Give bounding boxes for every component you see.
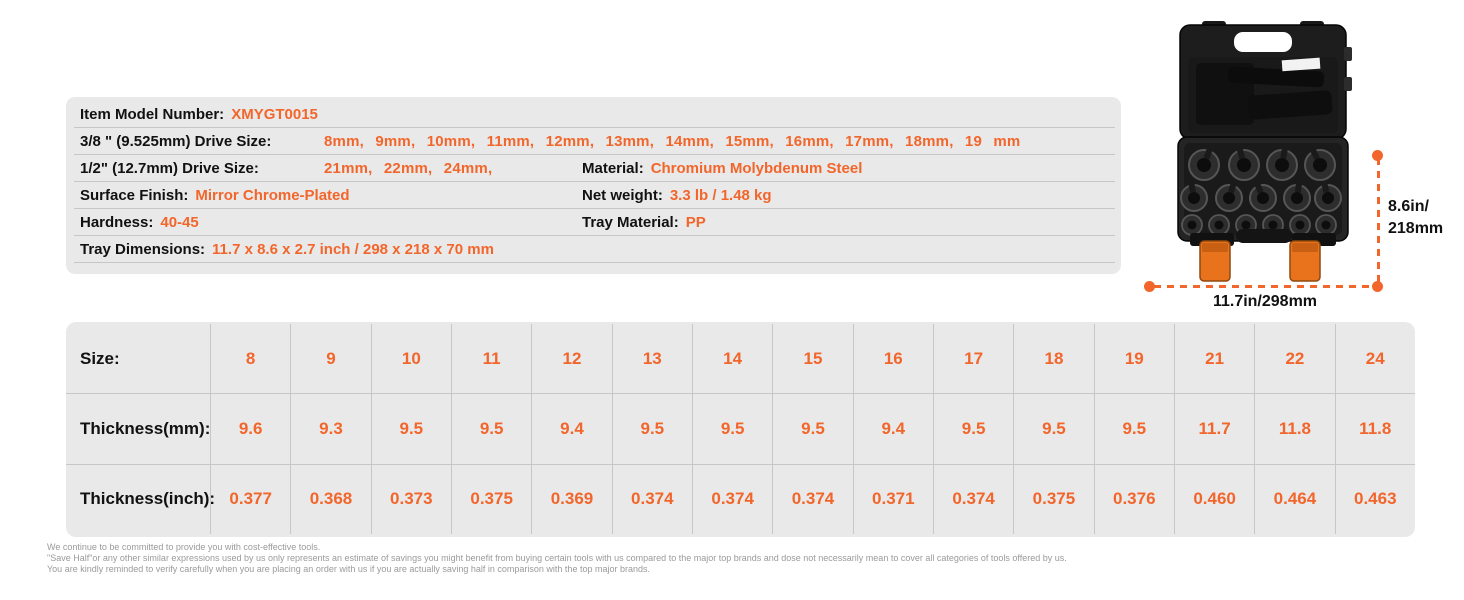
table-cell: 0.374 xyxy=(612,465,692,534)
table-row-thickness-mm xyxy=(66,393,1415,463)
spec-value: Chromium Molybdenum Steel xyxy=(650,159,863,177)
spec-value: 21mm, 22mm, 24mm, xyxy=(324,159,493,177)
spec-value: 8mm, 9mm, 10mm, 11mm, 12mm, 13mm, 14mm, 15mm, 16mm, 17mm, 18mm, 19 mm xyxy=(324,132,1021,150)
table-cell: 24 xyxy=(1335,324,1415,393)
table-cell: 15 xyxy=(772,324,852,393)
table-cell: 10 xyxy=(371,324,451,393)
table-cell: 19 xyxy=(1094,324,1174,393)
table-cell: 9.3 xyxy=(290,394,370,463)
spec-label: Surface Finish: xyxy=(80,186,189,204)
table-cell: 21 xyxy=(1174,324,1254,393)
table-cell: 9.4 xyxy=(531,394,611,463)
tool-case-image xyxy=(1132,5,1462,315)
table-cell: 9.4 xyxy=(853,394,933,463)
disclaimer-line: "Save Half"or any other similar expressions used by us only represents an estimate of savings you might benefit from buying certain tools with us compared to the major top brands and dose not necessarily mean to cover all categories of tools offered by us. xyxy=(47,553,1067,563)
table-cell: 0.377 xyxy=(210,465,290,534)
thickness-mm-values xyxy=(210,394,1415,463)
table-cell: 14 xyxy=(692,324,772,393)
table-cell: 0.463 xyxy=(1335,465,1415,534)
thickness-table xyxy=(66,322,1415,537)
table-cell: 9.5 xyxy=(692,394,772,463)
disclaimer-line: We continue to be committed to provide you with cost-effective tools. xyxy=(47,542,321,552)
disclaimer-line: You are kindly reminded to verify carefully when you are placing an order with us if you are actually saving half in comparison with the top major brands. xyxy=(47,564,650,574)
table-cell: 0.374 xyxy=(933,465,1013,534)
table-cell: 17 xyxy=(933,324,1013,393)
size-values xyxy=(210,324,1415,393)
table-row-size xyxy=(66,324,1415,393)
spec-value: 40-45 xyxy=(160,213,199,231)
table-cell: 11.7 xyxy=(1174,394,1254,463)
table-cell: 0.371 xyxy=(853,465,933,534)
height-label-line1: 8.6in/ xyxy=(1388,198,1429,215)
table-cell: 16 xyxy=(853,324,933,393)
table-cell: 11.8 xyxy=(1335,394,1415,463)
spec-label: Hardness: xyxy=(80,213,154,231)
table-cell: 0.374 xyxy=(692,465,772,534)
table-cell: 9 xyxy=(290,324,370,393)
height-dimension-label xyxy=(1388,196,1443,240)
row-label-thickness-mm: Thickness(mm): xyxy=(80,418,211,438)
spec-label: Material: xyxy=(582,159,644,177)
table-cell: 9.5 xyxy=(371,394,451,463)
row-label-thickness-inch: Thickness(inch): xyxy=(80,489,216,509)
width-dimension-line xyxy=(1154,285,1374,288)
table-cell: 9.5 xyxy=(772,394,852,463)
table-cell: 8 xyxy=(210,324,290,393)
table-cell: 0.374 xyxy=(772,465,852,534)
table-cell: 9.5 xyxy=(451,394,531,463)
spec-value: XMYGT0015 xyxy=(231,105,318,123)
table-cell: 12 xyxy=(531,324,611,393)
spec-value: PP xyxy=(685,213,706,231)
spec-label: Item Model Number: xyxy=(80,105,225,123)
table-cell: 11.8 xyxy=(1254,394,1334,463)
thickness-inch-values xyxy=(210,465,1415,534)
table-cell: 13 xyxy=(612,324,692,393)
spec-label: 3/8 " (9.525mm) Drive Size: xyxy=(80,132,272,150)
row-label-size: Size: xyxy=(80,348,120,368)
spec-value: Mirror Chrome-Plated xyxy=(195,186,350,204)
table-cell: 9.5 xyxy=(1013,394,1093,463)
table-cell: 9.5 xyxy=(1094,394,1174,463)
table-cell: 22 xyxy=(1254,324,1334,393)
spec-label: Net weight: xyxy=(582,186,663,204)
table-cell: 9.6 xyxy=(210,394,290,463)
spec-label: Tray Material: xyxy=(582,213,679,231)
table-cell: 11 xyxy=(451,324,531,393)
table-cell: 0.369 xyxy=(531,465,611,534)
table-cell: 0.375 xyxy=(451,465,531,534)
table-cell: 0.368 xyxy=(290,465,370,534)
table-cell: 0.373 xyxy=(371,465,451,534)
table-cell: 18 xyxy=(1013,324,1093,393)
table-cell: 0.376 xyxy=(1094,465,1174,534)
spec-label: 1/2" (12.7mm) Drive Size: xyxy=(80,159,259,177)
table-cell: 9.5 xyxy=(933,394,1013,463)
spec-value: 11.7 x 8.6 x 2.7 inch / 298 x 218 x 70 mm xyxy=(212,240,494,258)
table-cell: 0.464 xyxy=(1254,465,1334,534)
table-cell: 0.460 xyxy=(1174,465,1254,534)
spec-value: 3.3 lb / 1.48 kg xyxy=(669,186,772,204)
width-dimension-label: 11.7in/298mm xyxy=(1212,293,1318,310)
table-cell: 0.375 xyxy=(1013,465,1093,534)
spec-label: Tray Dimensions: xyxy=(80,240,206,258)
height-dimension-line xyxy=(1377,158,1380,282)
height-label-line2: 218mm xyxy=(1388,220,1444,237)
table-row-thickness-inch xyxy=(66,464,1415,534)
table-cell: 9.5 xyxy=(612,394,692,463)
disclaimer xyxy=(47,542,1067,575)
